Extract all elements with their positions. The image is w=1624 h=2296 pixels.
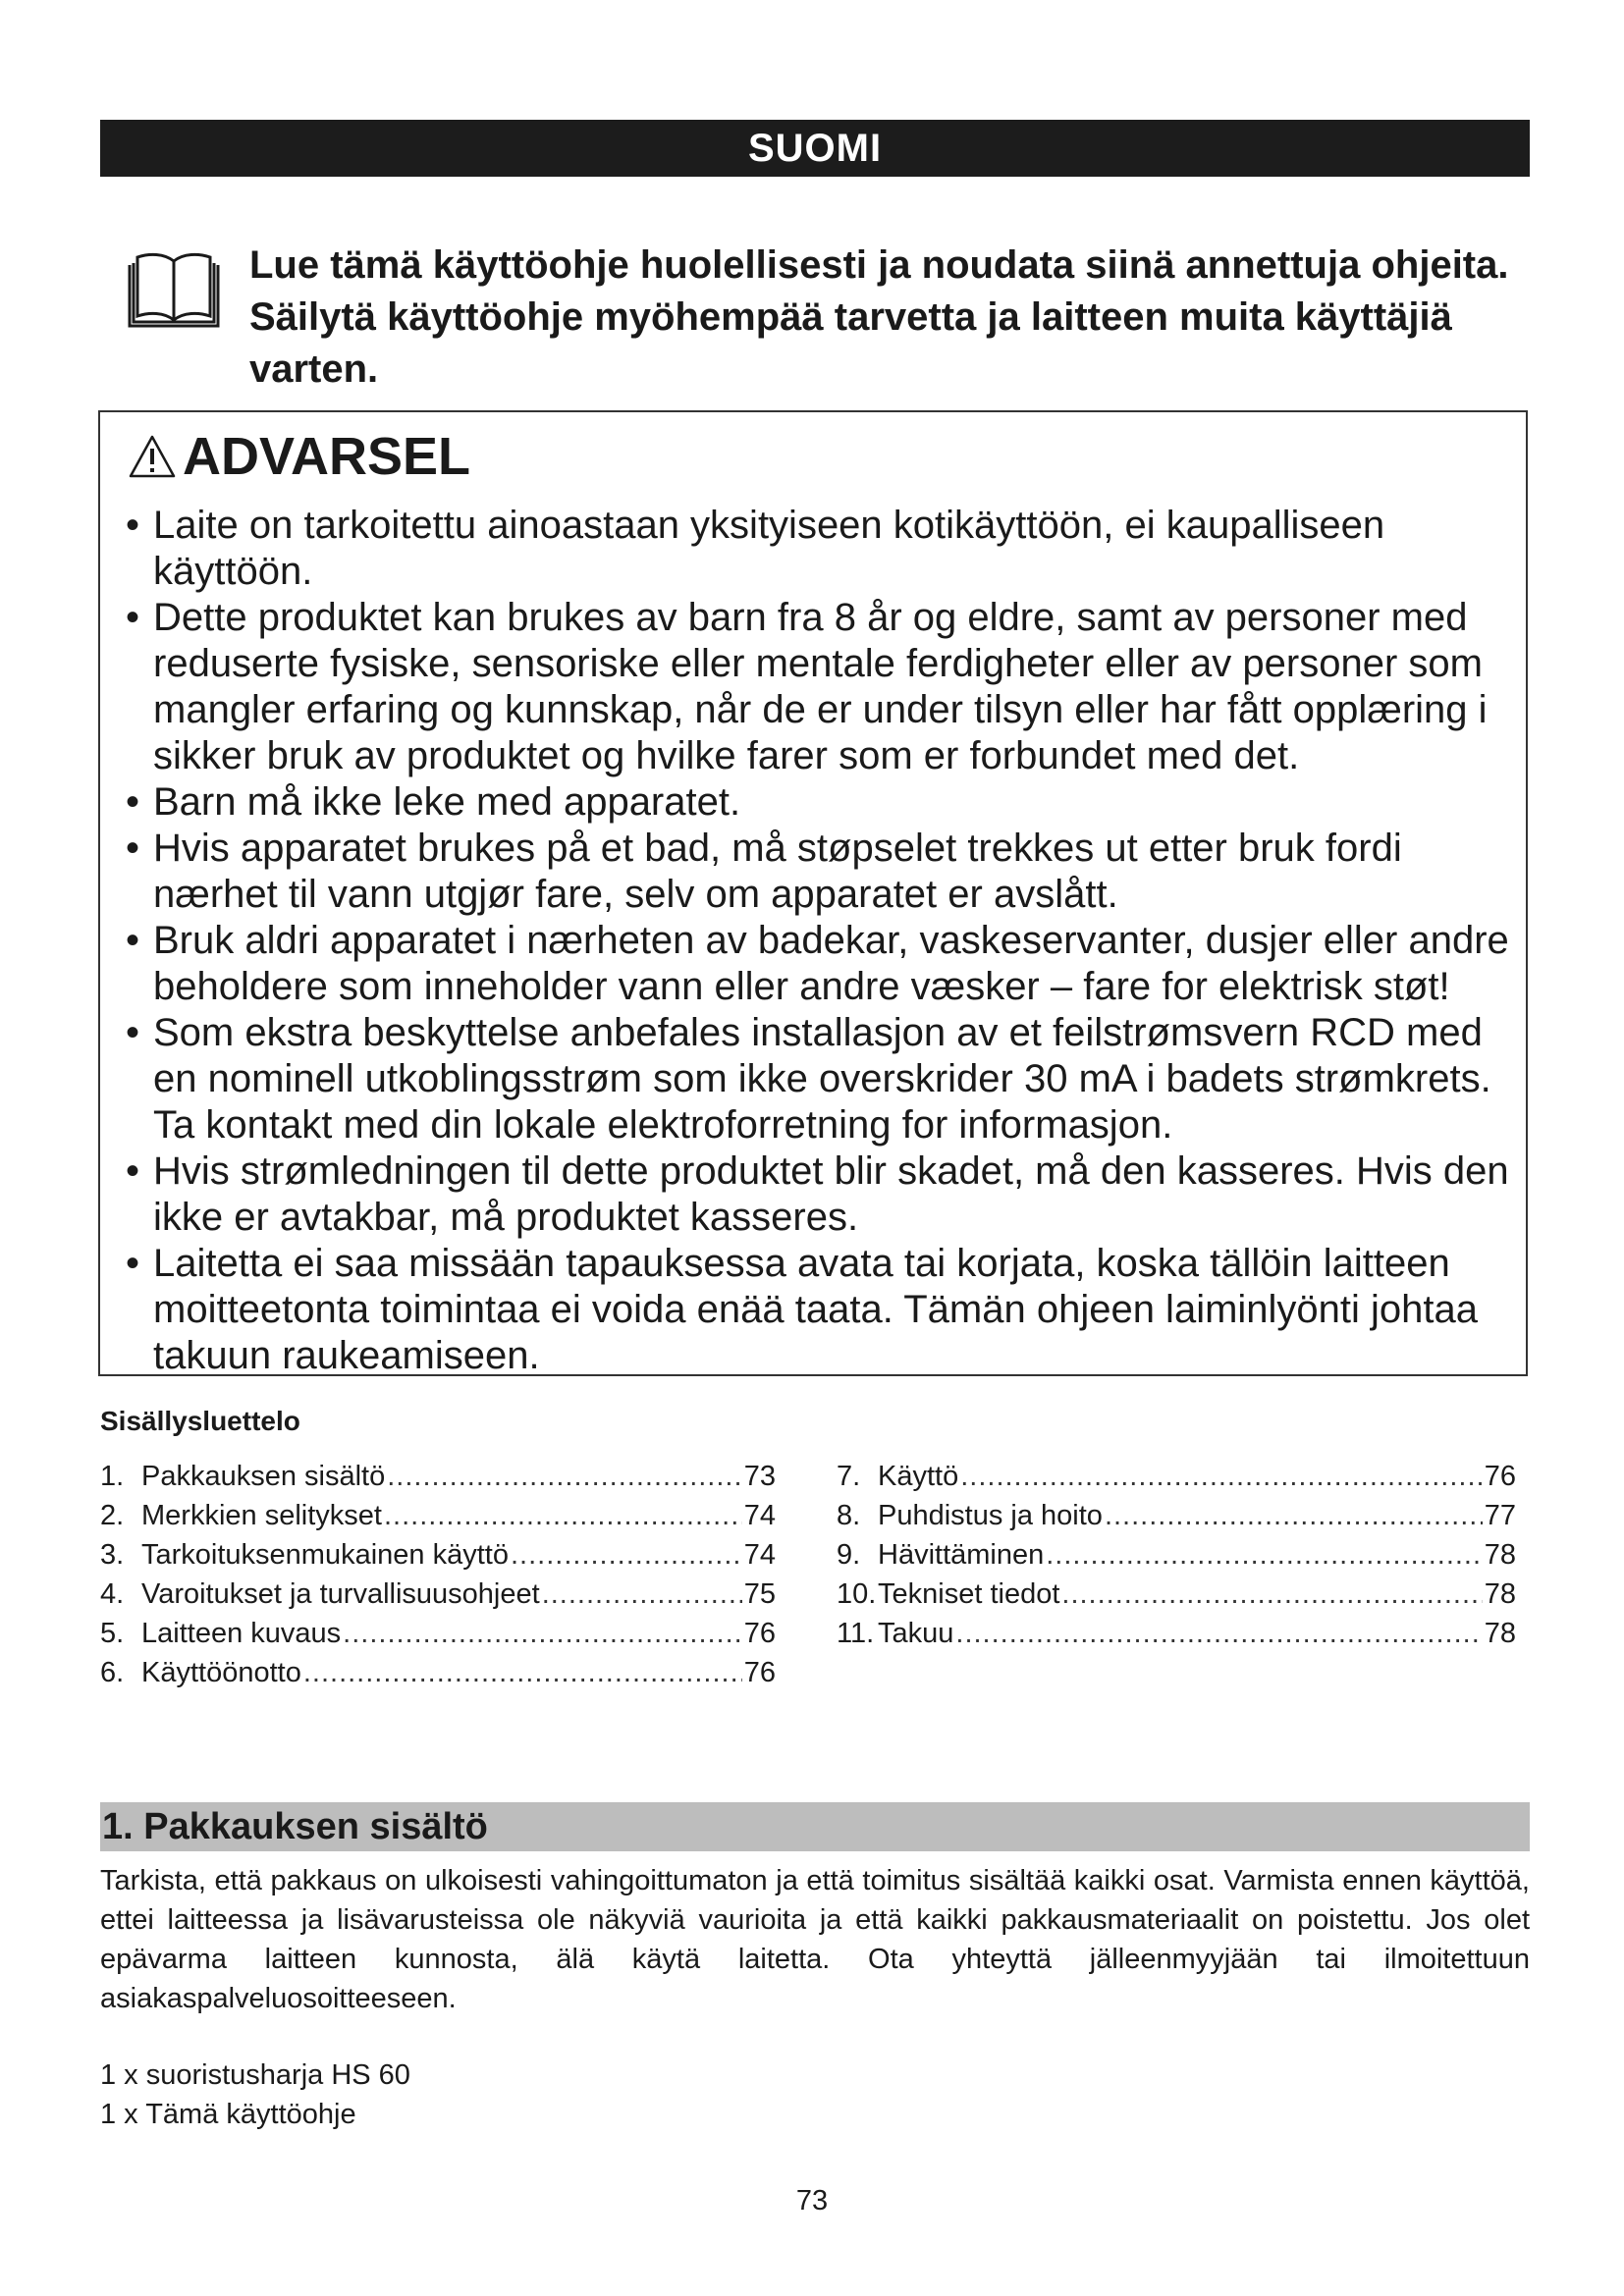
language-label: SUOMI [747,126,883,170]
toc-title: Varoitukset ja turvallisuusohjeet [141,1578,540,1610]
toc-number: 4. [100,1578,125,1610]
toc-entry[interactable] [837,1457,1516,1496]
toc-title: Pakkauksen sisältö [141,1461,386,1492]
toc-number: 6. [100,1657,125,1688]
toc-entry[interactable] [837,1575,1516,1614]
toc-title: Merkkien selitykset [141,1500,382,1531]
toc-entry[interactable] [100,1653,776,1692]
toc-number: 10. [837,1578,877,1610]
toc-title: Käyttöönotto [141,1657,301,1688]
toc-leader [1046,1535,1482,1575]
toc-title: Hävittäminen [878,1539,1045,1571]
warning-triangle-icon [128,434,177,479]
toc-number: 8. [837,1500,861,1531]
toc-right-column [837,1457,1516,1653]
toc-title: Laitteen kuvaus [141,1618,342,1649]
warning-title-text: ADVARSEL [183,427,471,486]
toc-entry[interactable] [100,1535,776,1575]
open-book-icon [120,247,228,334]
language-header [100,120,1530,177]
toc-number: 1. [100,1461,125,1492]
toc-leader [1105,1496,1483,1535]
toc-number: 2. [100,1500,125,1531]
warning-list [126,503,1520,1379]
toc-page: 75 [743,1578,776,1610]
toc-entry[interactable] [100,1614,776,1653]
toc-heading: Sisällysluettelo [100,1406,300,1436]
warning-item: • Hvis apparatet brukes på et bad, må støpselet trekkes ut etter bruk fordi nærhet til vann utgjør fare, selv om apparatet er avslått. [126,826,1520,918]
warning-item: • Dette produktet kan brukes av barn fra 8 år og eldre, samt av personer med reduserte fysiske, sensoriske eller mentale ferdigheter eller av personer som mangler erfaring og kunnskap, når de er under tilsyn eller har fått opplæring i sikker bruk av produktet og hvilke farer som er forbundet med det. [126,595,1520,779]
toc-leader [1061,1575,1482,1614]
toc-number: 9. [837,1539,861,1571]
toc-leader [960,1457,1483,1496]
toc-page: 78 [1484,1618,1516,1649]
toc-entry[interactable] [837,1535,1516,1575]
toc-page: 78 [1484,1539,1516,1571]
toc-title: Takuu [878,1618,954,1649]
warning-item: • Laite on tarkoitettu ainoastaan yksityiseen kotikäyttöön, ei kaupalliseen käyttöön. [126,503,1520,595]
toc-page: 73 [743,1461,776,1492]
package-contents-list [100,2056,410,2134]
toc-entry[interactable] [100,1457,776,1496]
intro-text: Lue tämä käyttöohje huolellisesti ja noudata siinä annettuja ohjeita. Säilytä käyttöohje myöhempää tarvetta ja laitteen muita käyttäjiä varten. [249,243,1509,391]
warning-box [98,410,1528,1376]
toc-leader [387,1457,741,1496]
toc-page: 74 [743,1500,776,1531]
section-body: Tarkista, että pakkaus on ulkoisesti vahingoittumaton ja että toimitus sisältää kaikki osat. Varmista ennen käyttöä, ettei laitteessa ja lisävarusteissa ole näkyviä vaurioita ja että kaikki pakkausmateriaalit on poistettu. Jos olet epävarma laitteen kunnosta, älä käytä laitetta. Ota yhteyttä jälleenmyyjään tai ilmoitettuun asiakaspalveluosoitteeseen. [100,1865,1530,2014]
warning-item: • Barn må ikke leke med apparatet. [126,779,1520,826]
toc-leader [343,1614,742,1653]
toc-leader [955,1614,1482,1653]
toc-left-column [100,1457,776,1692]
warning-item: • Laitetta ei saa missään tapauksessa avata tai korjata, koska tällöin laitteen moitteetonta toimintaa ei voida enää taata. Tämän ohjeen laiminlyönti johtaa takuun raukeamiseen. [126,1241,1520,1379]
toc-page: 74 [743,1539,776,1571]
toc-page: 76 [1484,1461,1516,1492]
page-number: 73 [795,2185,829,2216]
toc-leader [542,1575,742,1614]
intro-notice [120,240,1534,396]
warning-item: • Hvis strømledningen til dette produktet blir skadet, må den kasseres. Hvis den ikke er avtakbar, må produktet kasseres. [126,1148,1520,1241]
toc-entry[interactable] [837,1496,1516,1535]
toc-number: 7. [837,1461,861,1492]
toc-title: Tekniset tiedot [878,1578,1060,1610]
toc-title: Puhdistus ja hoito [878,1500,1103,1531]
section-heading [100,1802,1530,1851]
toc-entry[interactable] [100,1496,776,1535]
toc-page: 76 [743,1618,776,1649]
warning-item: • Bruk aldri apparatet i nærheten av badekar, vaskeservanter, dusjer eller andre beholdere som inneholder vann eller andre væsker – fare for elektrisk støt! [126,918,1520,1010]
toc-entry[interactable] [837,1614,1516,1653]
toc-page: 78 [1484,1578,1516,1610]
toc-number: 11. [837,1618,875,1649]
warning-item: • Som ekstra beskyttelse anbefales installasjon av et feilstrømsvern RCD med en nominell utkoblingsstrøm som ikke overskrider 30 mA i badets strømkrets. Ta kontakt med din lokale elektroforretning for informasjon. [126,1010,1520,1148]
section-title: 1. Pakkauksen sisältö [102,1805,488,1847]
warning-title [128,426,470,487]
toc-page: 77 [1484,1500,1516,1531]
toc-title: Tarkoituksenmukainen käyttö [141,1539,509,1571]
package-item: 1 x suoristusharja HS 60 [100,2059,410,2091]
package-item: 1 x Tämä käyttöohje [100,2099,356,2130]
toc-page: 76 [743,1657,776,1688]
toc-entry[interactable] [100,1575,776,1614]
toc-leader [511,1535,742,1575]
toc-leader [384,1496,742,1535]
toc-title: Käyttö [878,1461,959,1492]
toc-number: 5. [100,1618,125,1649]
toc-leader [303,1653,742,1692]
toc-number: 3. [100,1539,125,1571]
